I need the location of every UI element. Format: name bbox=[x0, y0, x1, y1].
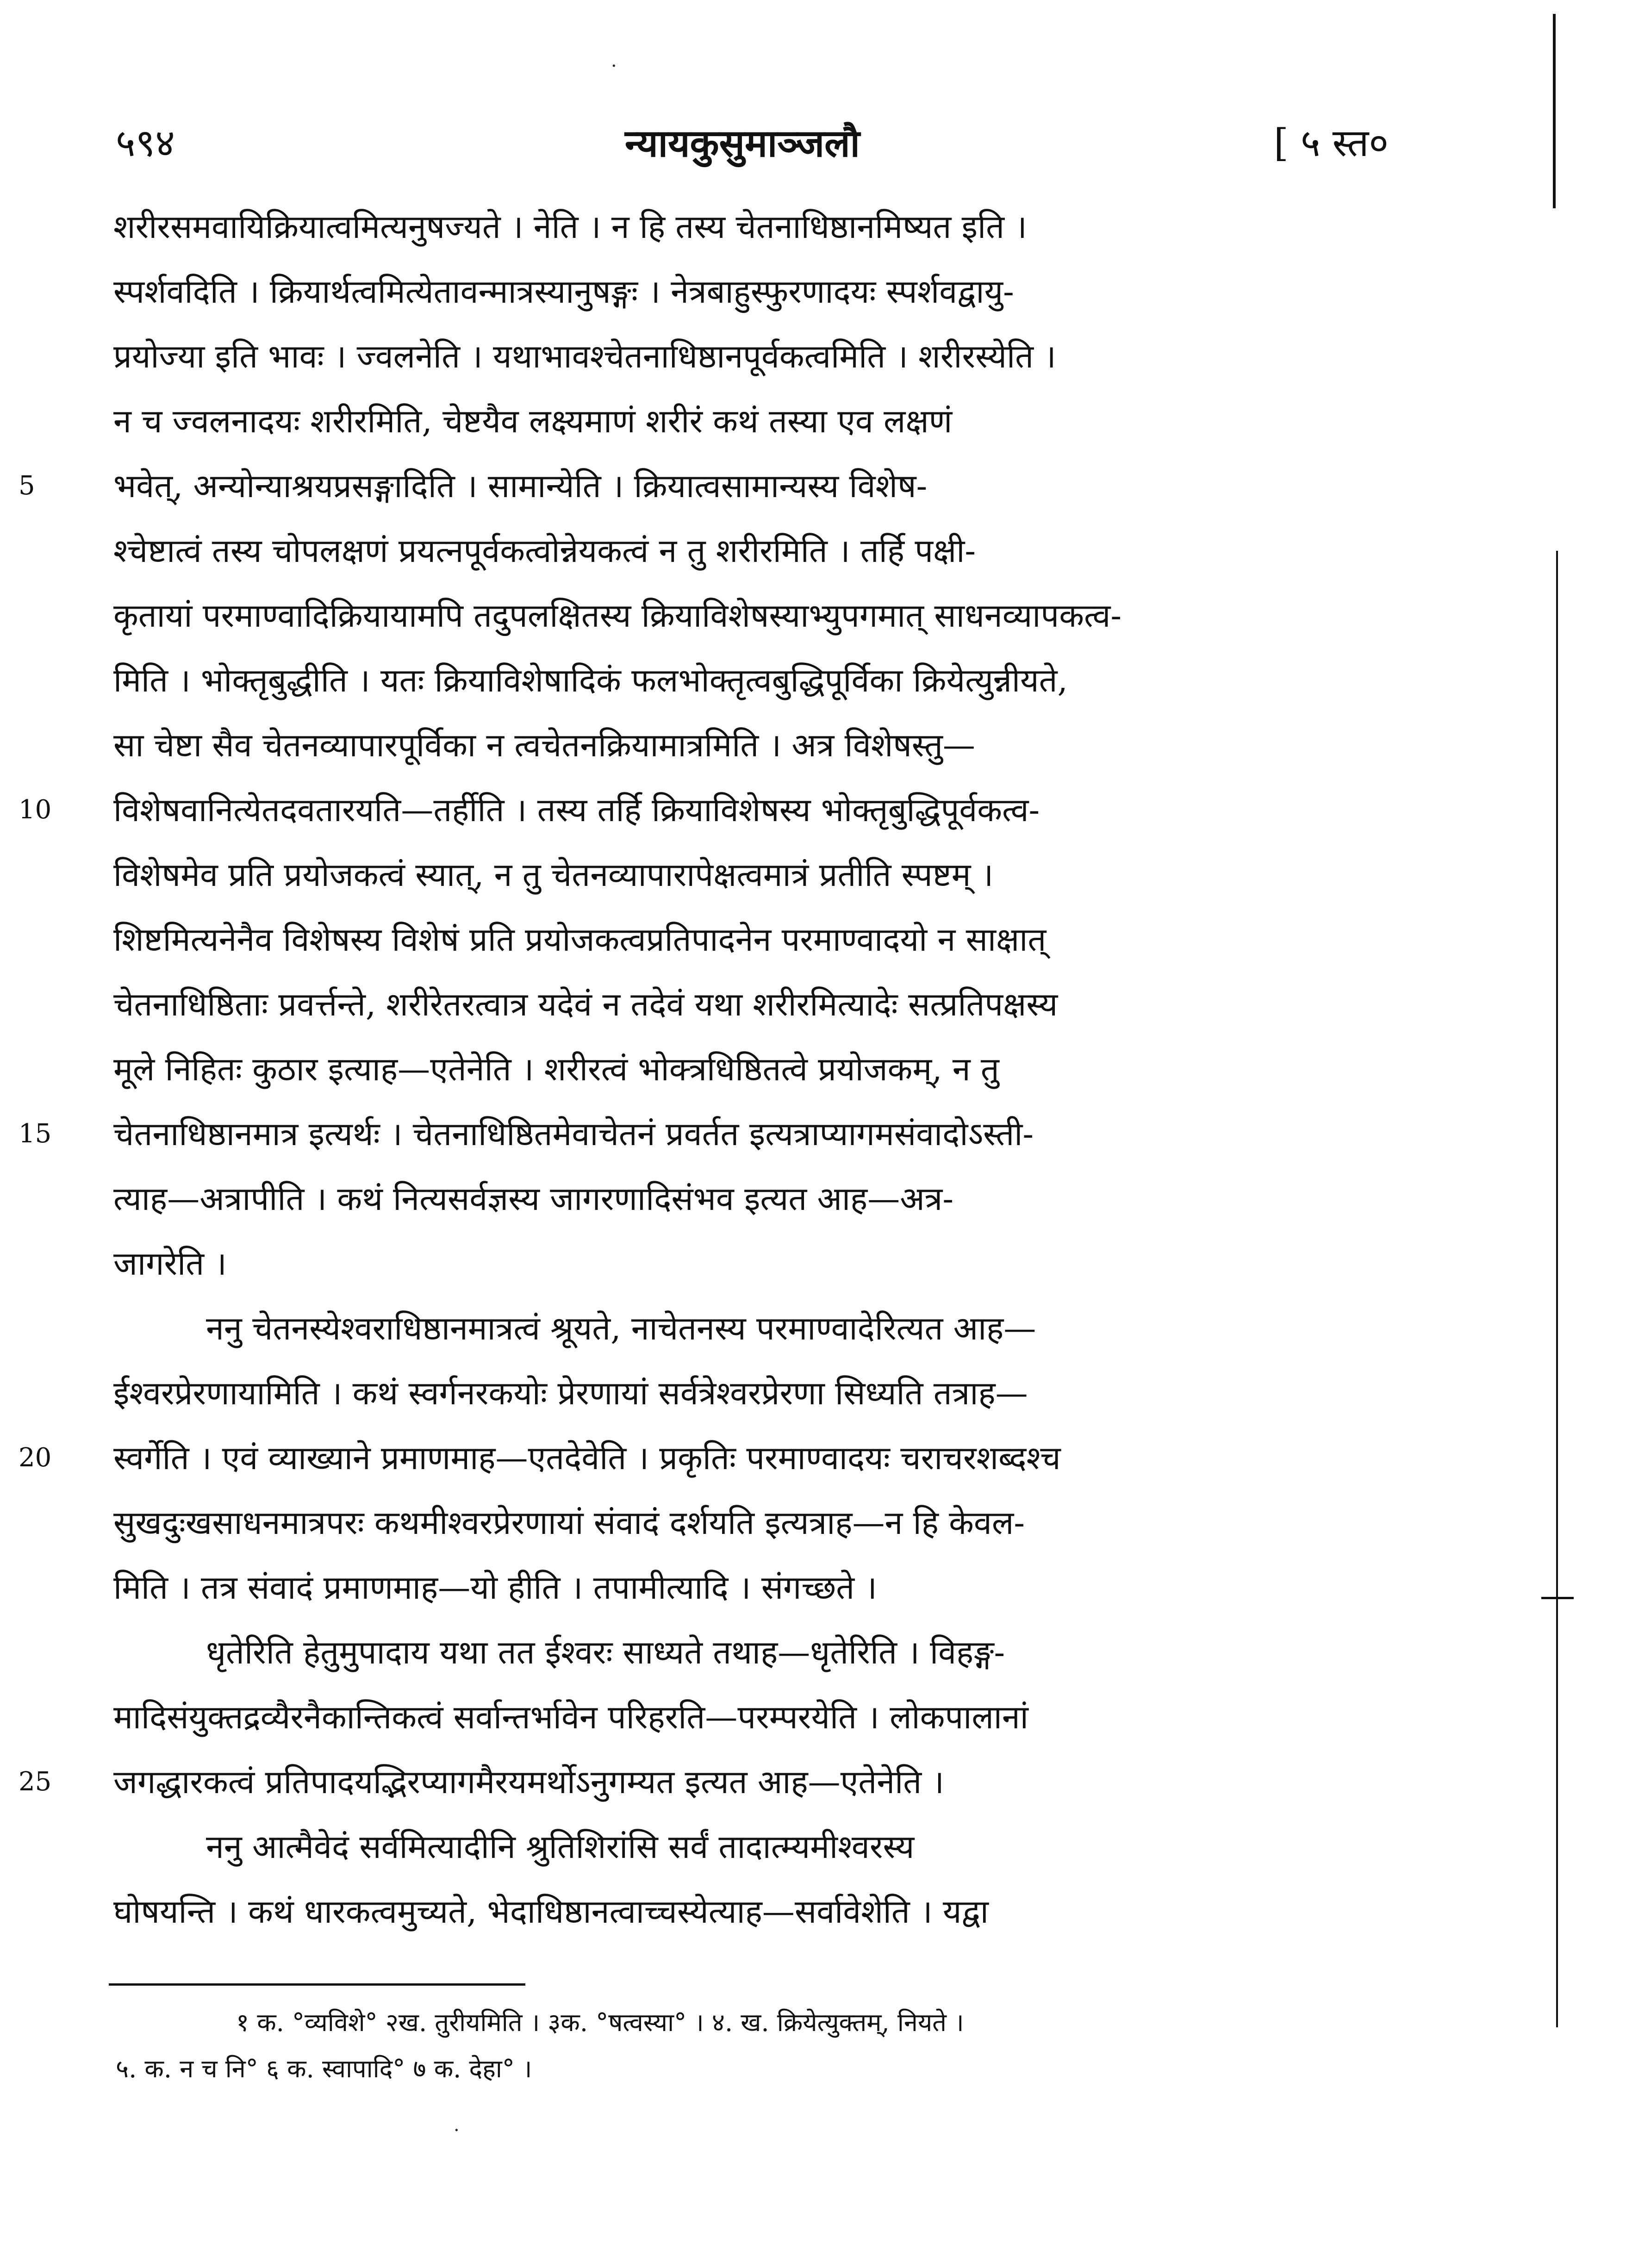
scan-margin-line bbox=[1556, 551, 1558, 2027]
text-line: शिष्टमित्यनेनैव विशेषस्य विशेषं प्रति प्रयोजकत्वप्रतिपादनेन परमाण्वादयो न साक्षात् bbox=[113, 921, 1047, 959]
text-line: त्याह—अत्रापीति । कथं नित्यसर्वज्ञस्य जागरणादिसंभव इत्यत आह—अत्र- bbox=[113, 1180, 953, 1218]
page-header bbox=[116, 116, 1389, 171]
line-number: 10 bbox=[19, 795, 52, 825]
text-line: मिति । भोक्तृबुद्धीति । यतः क्रियाविशेषादिकं फलभोक्तृत्वबुद्धिपूर्विका क्रियेत्युन्नीयते, bbox=[113, 661, 1068, 699]
text-line: सुखदुःखसाधनमात्रपरः कथमीश्वरप्रेरणायां संवादं दर्शयति इत्यत्राह—न हि केवल- bbox=[113, 1504, 1025, 1542]
text-line: प्रयोज्या इति भावः । ज्वलनेति । यथाभावश्चेतनाधिष्ठानपूर्वकत्वमिति । शरीरस्येति । bbox=[113, 337, 1056, 375]
line-number: 20 bbox=[19, 1443, 52, 1473]
text-line: चेतनाधिष्ठानमात्र इत्यर्थः । चेतनाधिष्ठितमेवाचेतनं प्रवर्तत इत्यत्राप्यागमसंवादोऽस्ती- bbox=[113, 1115, 1034, 1153]
footnote-divider bbox=[109, 1983, 525, 1986]
chapter-marker: [ ५ स्त० bbox=[1273, 121, 1389, 165]
text-line: जगद्धारकत्वं प्रतिपादयद्भिरप्यागमैरयमर्थोऽनुगम्यत इत्यत आह—एतेनेति । bbox=[113, 1763, 944, 1801]
text-line: विशेषवानित्येतदवतारयति—तर्हीति । तस्य तर्हि क्रियाविशेषस्य भोक्तृबुद्धिपूर्वकत्व- bbox=[113, 791, 1040, 829]
running-title: न्यायकुसुमाञ्जलौ bbox=[625, 121, 860, 166]
footnotes bbox=[116, 2000, 1375, 2092]
scan-speck: · bbox=[454, 2120, 460, 2141]
commentary-text bbox=[113, 194, 1372, 1967]
text-line: मिति । तत्र संवादं प्रमाणमाह—यो हीति । तपामीत्यादि । संगच्छते । bbox=[113, 1569, 877, 1607]
text-line: भवेत्, अन्योन्याश्रयप्रसङ्गादिति । सामान्येति । क्रियात्वसामान्यस्य विशेष- bbox=[113, 467, 928, 505]
scan-speck: · bbox=[611, 56, 617, 77]
text-line: धृतेरिति हेतुमुपादाय यथा तत ईश्वरः साध्यते तथाह—धृतेरिति । विहङ्ग- bbox=[206, 1633, 1005, 1671]
text-line: जागरेति । bbox=[113, 1245, 227, 1283]
text-line: शरीरसमवायिक्रियात्वमित्यनुषज्यते । नेति । न हि तस्य चेतनाधिष्ठानमिष्यत इति । bbox=[113, 208, 1027, 246]
text-line: विशेषमेव प्रति प्रयोजकत्वं स्यात्, न तु चेतनव्यापारापेक्षत्वमात्रं प्रतीति स्पष्टम् । bbox=[113, 856, 994, 894]
scan-margin-mark bbox=[1541, 1597, 1574, 1599]
text-line: चेतनाधिष्ठिताः प्रवर्त्तन्ते, शरीरेतरत्वात्र यदेवं न तदेवं यथा शरीरमित्यादेः सत्प्रतिपक्षस्य bbox=[113, 985, 1058, 1023]
text-line: श्चेष्टात्वं तस्य चोपलक्षणं प्रयत्नपूर्वकत्वोन्नेयकत्वं न तु शरीरमिति । तर्हि पक्षी- bbox=[113, 532, 976, 570]
text-line: ननु आत्मैवेदं सर्वमित्यादीनि श्रुतिशिरांसि सर्वं तादात्म्यमीश्वरस्य bbox=[206, 1828, 915, 1866]
footnote-line: ५. क. न च नि° ६ क. स्वापादि° ७ क. देहा° । bbox=[116, 2054, 532, 2083]
text-line: ईश्वरप्रेरणायामिति । कथं स्वर्गनरकयोः प्रेरणायां सर्वत्रेश्वरप्रेरणा सिध्यति तत्राह— bbox=[113, 1374, 1028, 1412]
scan-margin-line bbox=[1553, 14, 1556, 208]
footnote-line: १ क. °व्यविशे° २ख. तुरीयमिति । ३क. °षत्वस्या° । ४. ख. क्रियेत्युक्तम्, नियते । bbox=[236, 2008, 964, 2037]
text-line: स्वर्गेति । एवं व्याख्याने प्रमाणमाह—एतदेवेति । प्रकृतिः परमाण्वादयः चराचरशब्दश्च bbox=[113, 1439, 1061, 1477]
line-number: 25 bbox=[19, 1767, 52, 1797]
text-line: मूले निहितः कुठार इत्याह—एतेनेति । शरीरत्वं भोक्त्रधिष्ठितत्वे प्रयोजकम्, न तु bbox=[113, 1050, 999, 1088]
text-line: ननु चेतनस्येश्वराधिष्ठानमात्रत्वं श्रूयते, नाचेतनस्य परमाण्वादेरित्यत आह— bbox=[206, 1309, 1036, 1347]
text-line: न च ज्वलनादयः शरीरमिति, चेष्टयैव लक्ष्यमाणं शरीरं कथं तस्या एव लक्षणं bbox=[113, 402, 953, 440]
text-line: स्पर्शवदिति । क्रियार्थत्वमित्येतावन्मात्रस्यानुषङ्गः । नेत्रबाहुस्फुरणादयः स्पर्शवद्वायु- bbox=[113, 273, 1014, 311]
text-line: सा चेष्टा सैव चेतनव्यापारपूर्विका न त्वचेतनक्रियामात्रमिति । अत्र विशेषस्तु— bbox=[113, 726, 975, 764]
text-line: मादिसंयुक्तद्रव्यैरनैकान्तिकत्वं सर्वान्तर्भावेन परिहरति—परम्परयेति । लोकपालानां bbox=[113, 1698, 1028, 1736]
page-number: ५९४ bbox=[116, 121, 175, 165]
text-line: घोषयन्ति । कथं धारकत्वमुच्यते, भेदाधिष्ठानत्वाच्चस्येत्याह—सर्वावेशेति । यद्वा bbox=[113, 1893, 989, 1931]
line-number: 5 bbox=[19, 471, 35, 501]
line-number: 15 bbox=[19, 1119, 52, 1149]
text-line: कृतायां परमाण्वादिक्रियायामपि तदुपलक्षितस्य क्रियाविशेषस्याभ्युपगमात् साधनव्यापकत्व- bbox=[113, 597, 1122, 635]
